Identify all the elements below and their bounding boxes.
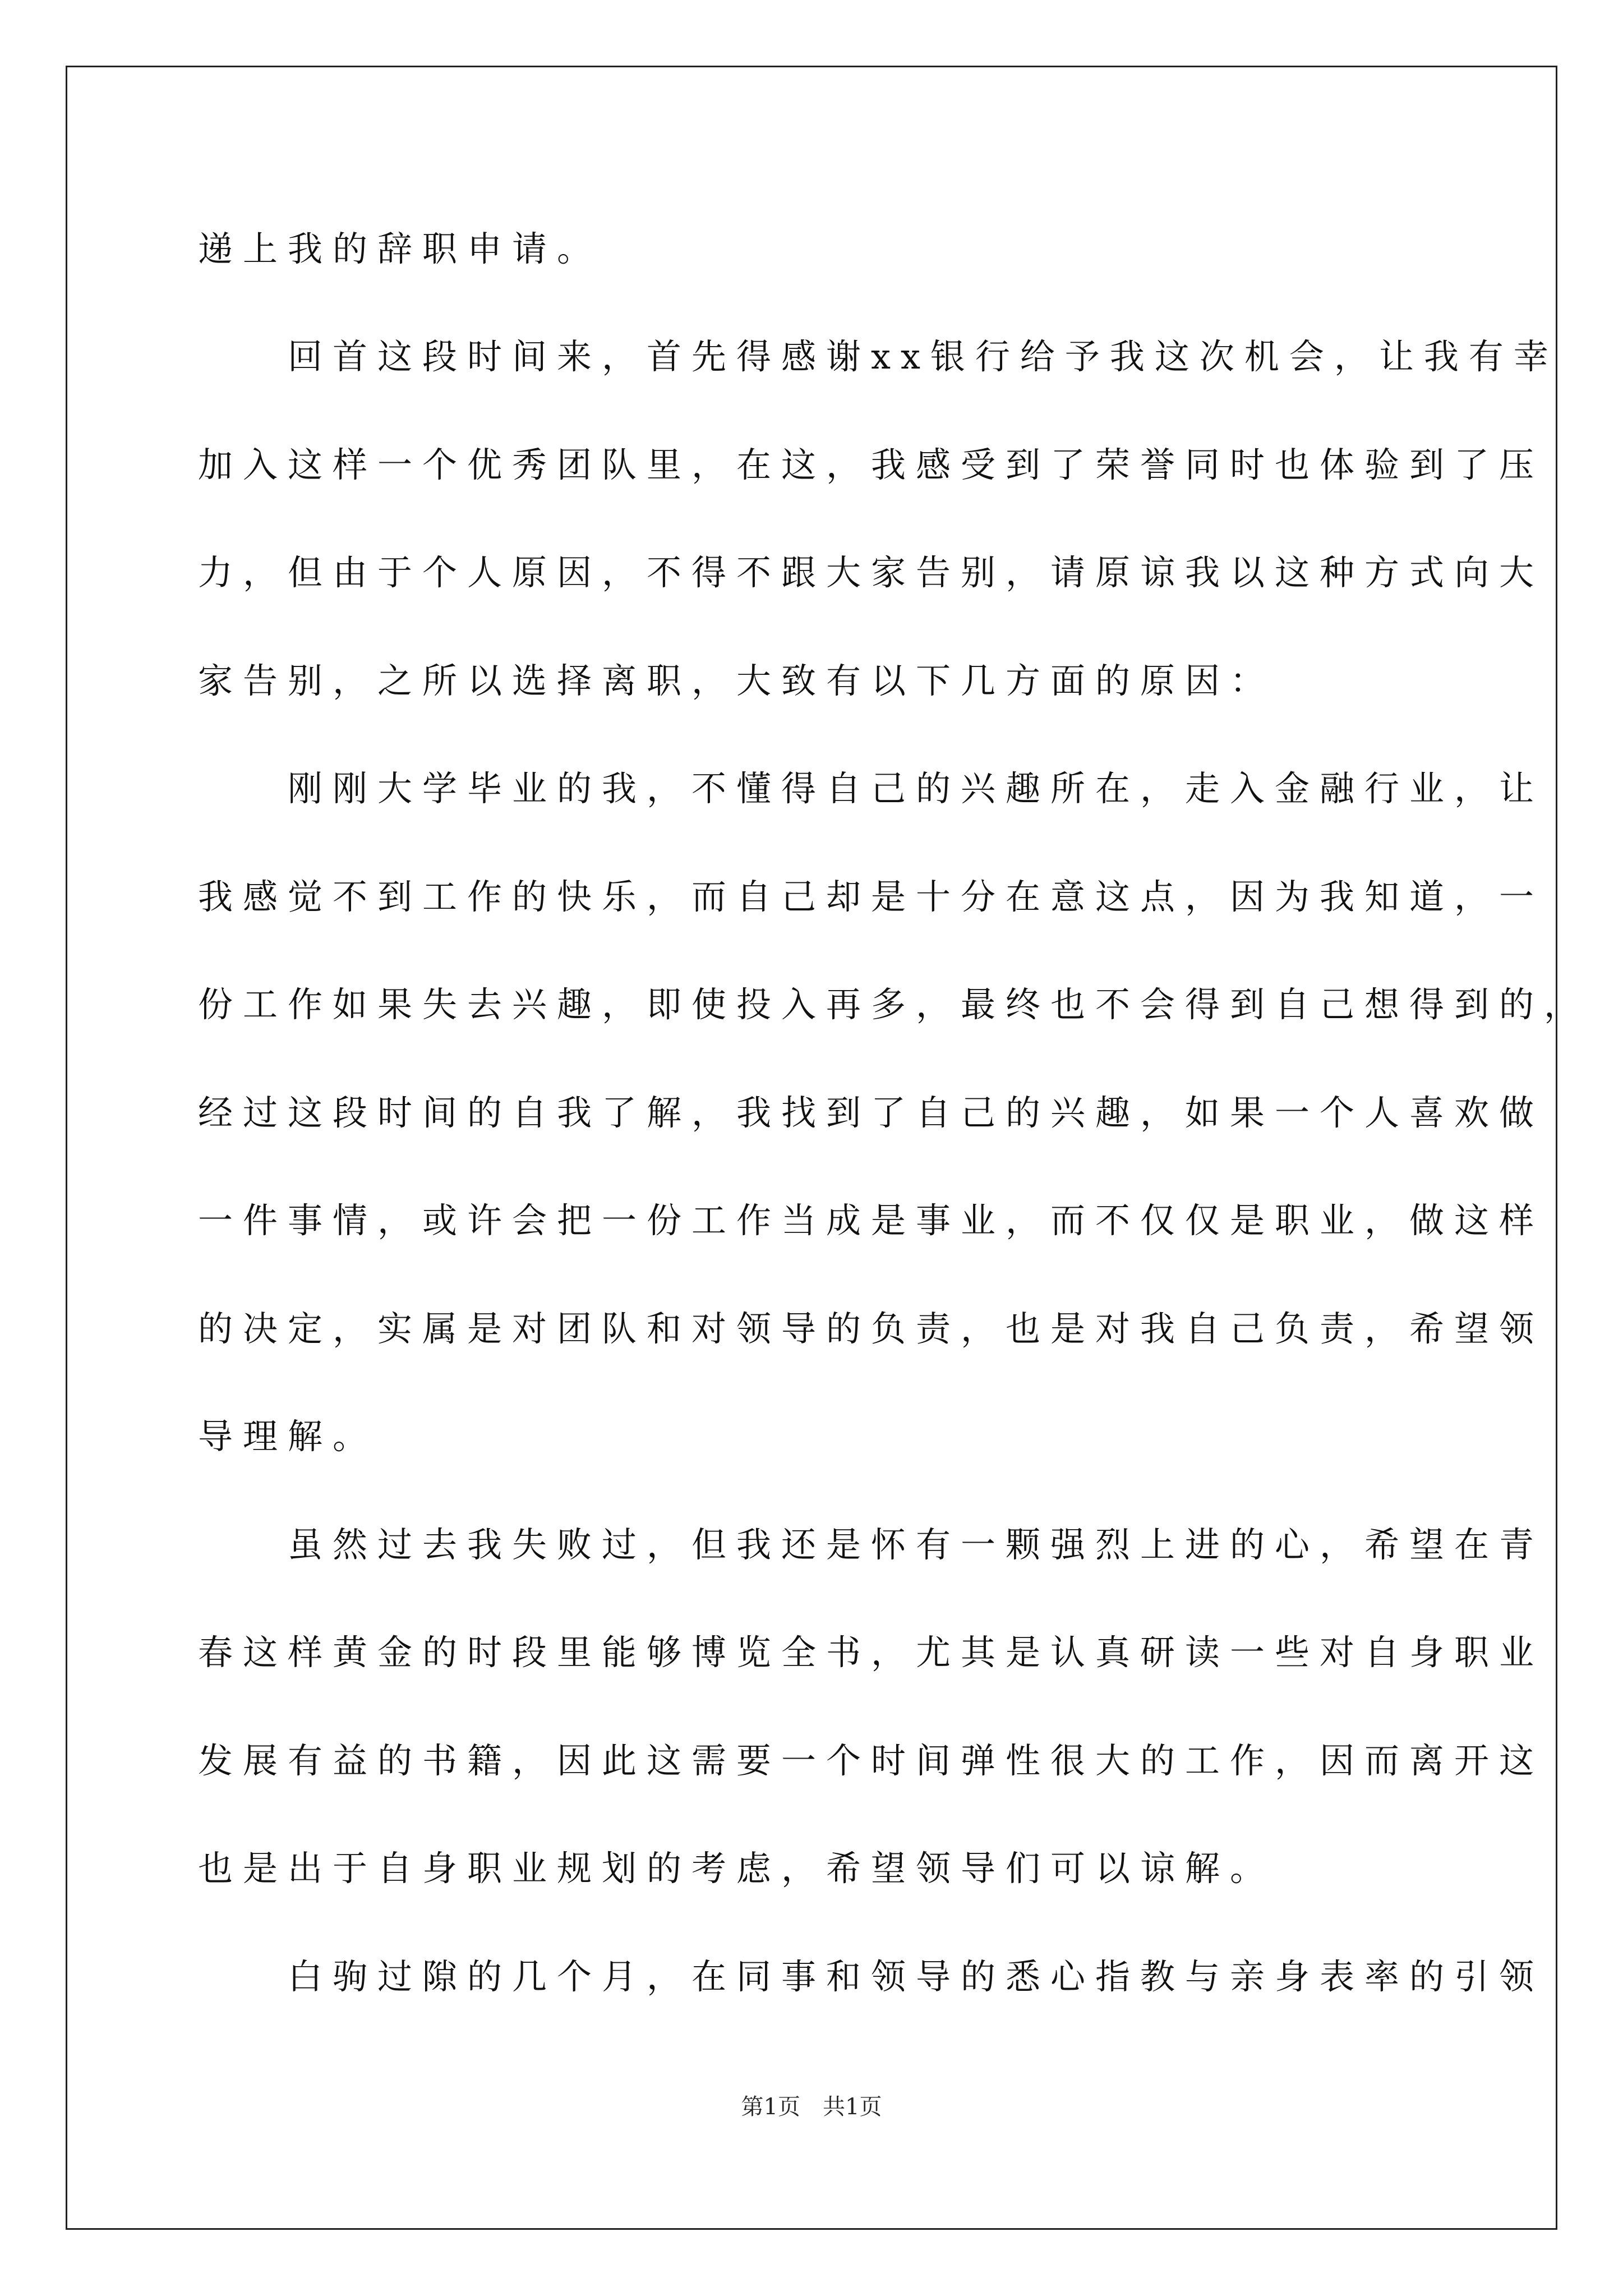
text-line: 春这样黄金的时段里能够博览全书，尤其是认真研读一些对自身职业 bbox=[198, 1632, 1544, 1673]
text-line: 也是出于自身职业规划的考虑，希望领导们可以谅解。 bbox=[198, 1848, 1275, 1889]
page-border bbox=[66, 66, 1589, 2230]
text-line: 经过这段时间的自我了解，我找到了自己的兴趣，如果一个人喜欢做 bbox=[198, 1092, 1544, 1133]
text-line: 刚刚大学毕业的我，不懂得自己的兴趣所在，走入金融行业，让 bbox=[198, 768, 1544, 809]
text-line: 份工作如果失去兴趣，即使投入再多，最终也不会得到自己想得到的， bbox=[198, 984, 1589, 1025]
text-line: 导理解。 bbox=[198, 1416, 378, 1457]
text-line: 我感觉不到工作的快乐，而自己却是十分在意这点，因为我知道，一 bbox=[198, 876, 1544, 917]
text-line: 回首这段时间来，首先得感谢xx银行给予我这次机会，让我有幸 bbox=[198, 336, 1559, 377]
text-line: 力，但由于个人原因，不得不跟大家告别，请原谅我以这种方式向大 bbox=[198, 552, 1544, 593]
text-line: 虽然过去我失败过，但我还是怀有一颗强烈上进的心，希望在青 bbox=[198, 1524, 1544, 1565]
text-line: 的决定，实属是对团队和对领导的负责，也是对我自己负责，希望领 bbox=[198, 1308, 1544, 1349]
text-line: 加入这样一个优秀团队里，在这，我感受到了荣誉同时也体验到了压 bbox=[198, 444, 1544, 485]
text-line: 发展有益的书籍，因此这需要一个时间弹性很大的工作，因而离开这 bbox=[198, 1740, 1544, 1781]
page-number-footer: 第1页 共1页 bbox=[741, 2094, 882, 2120]
text-line: 递上我的辞职申请。 bbox=[198, 228, 602, 269]
text-line: 一件事情，或许会把一份工作当成是事业，而不仅仅是职业，做这样 bbox=[198, 1200, 1544, 1241]
text-line: 家告别，之所以选择离职，大致有以下几方面的原因： bbox=[198, 660, 1275, 701]
text-line: 白驹过隙的几个月，在同事和领导的悉心指教与亲身表率的引领 bbox=[198, 1956, 1544, 1997]
